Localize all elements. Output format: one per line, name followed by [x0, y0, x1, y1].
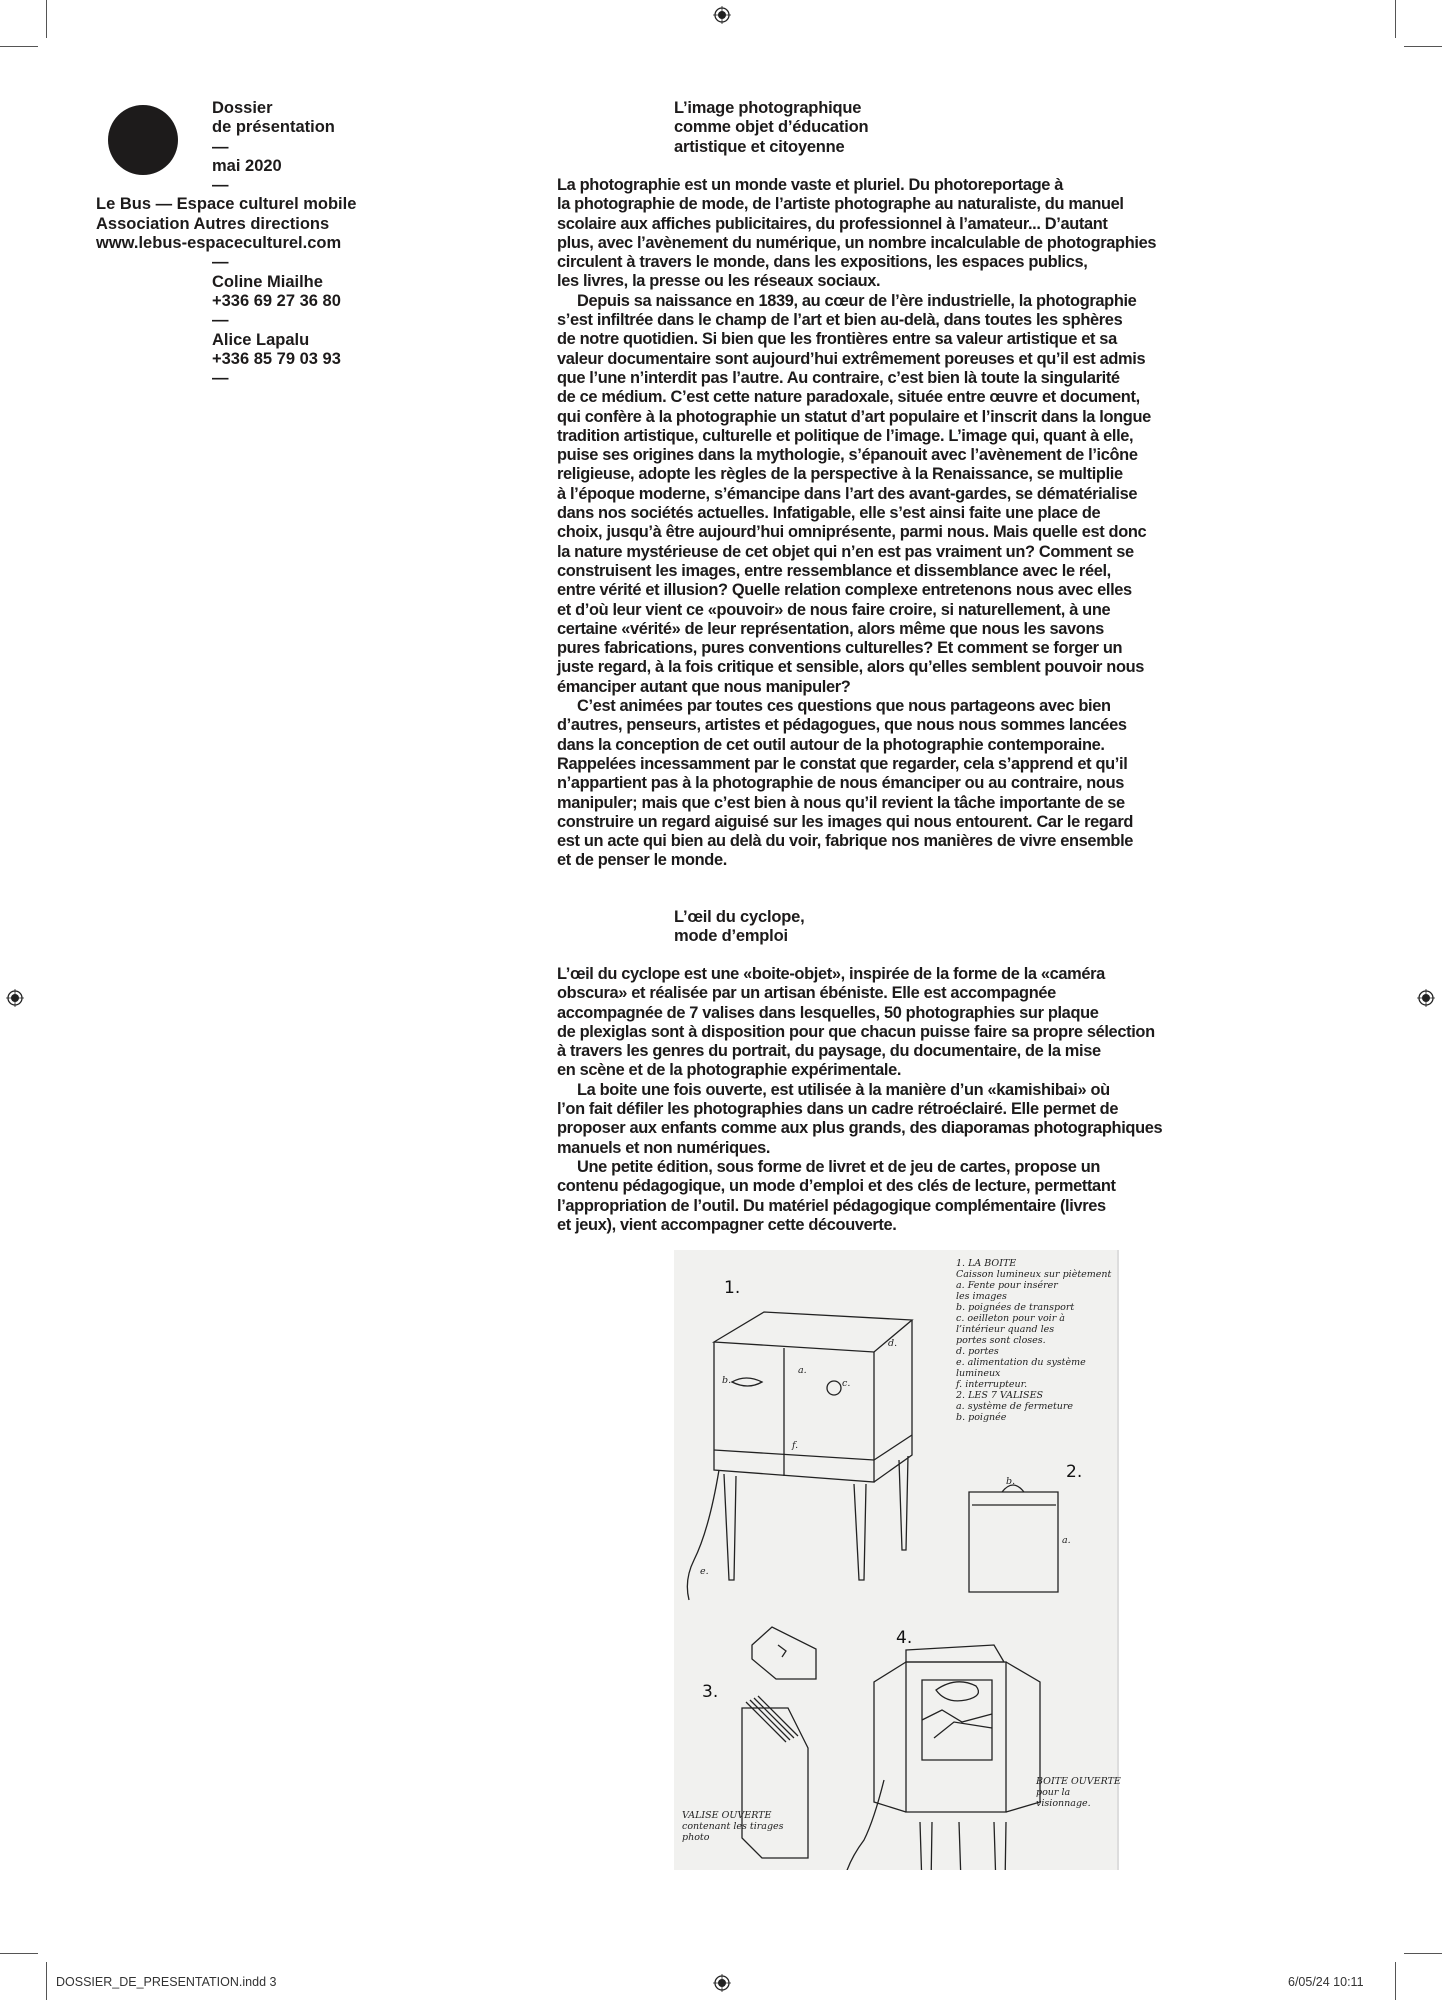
sketch-label: e. — [700, 1566, 709, 1577]
sketch-label: d. — [888, 1338, 898, 1349]
text-line: scolaire aux affiches publicitaires, du professionnel à l’amateur... D’autant — [557, 214, 1108, 233]
header-info — [96, 99, 356, 388]
text-line: — — [212, 369, 229, 388]
text-line: juste regard, à la fois critique et sensible, alors qu’elles semblent pouvoir nous — [557, 658, 1145, 677]
crop-mark — [1404, 1953, 1442, 1954]
text-line: l’on fait défiler les photographies dans un cadre rétroéclairé. Elle permet de — [557, 1100, 1119, 1119]
text-line: construisent les images, entre ressemblance et dissemblance avec le réel, — [557, 561, 1111, 580]
paragraph — [557, 292, 1156, 697]
text-line: www.lebus-espaceculturel.com — [96, 234, 342, 253]
text-line: pures fabrications, pures conventions culturelles? Et comment se forger un — [557, 639, 1123, 658]
text-line: 1. LA BOITE — [956, 1258, 1017, 1269]
text-line: c. oeilleton pour voir à — [956, 1313, 1065, 1324]
paragraph — [557, 1158, 1162, 1235]
text-line: tradition artistique, culturelle et politique de l’image. L’image qui, quant à elle, — [557, 426, 1134, 445]
text-line: de plexiglas sont à disposition pour que chacun puisse faire sa propre sélection — [557, 1022, 1155, 1041]
text-line: — — [212, 137, 229, 156]
section-heading — [674, 908, 804, 947]
text-line: certaine «vérité» de leur représentation, alors même que nous les savons — [557, 619, 1104, 638]
text-line: La boite une fois ouverte, est utilisée à la manière d’un «kamishibai» où — [577, 1080, 1110, 1099]
text-line: Alice Lapalu — [212, 330, 310, 349]
section-body — [557, 965, 1162, 1235]
text-line: photo — [682, 1832, 710, 1843]
text-line: et d’où leur vient ce «pouvoir» de nous faire croire, si naturellement, à une — [557, 600, 1111, 619]
crop-mark — [0, 46, 38, 47]
sketch-caption-valise — [682, 1810, 784, 1843]
section-heading — [674, 99, 868, 157]
crop-mark — [46, 1962, 47, 2000]
text-line: C’est animées par toutes ces questions que nous partageons avec bien — [577, 697, 1111, 716]
text-line: valeur documentaire sont aujourd’hui extrêmement poreuses et qu’il est admis — [557, 349, 1146, 368]
text-line: de présentation — [212, 118, 335, 137]
sketch-caption-boite — [1036, 1776, 1121, 1809]
text-line: obscura» et réalisée par un artisan ébéniste. Elle est accompagnée — [557, 984, 1056, 1003]
crop-mark — [0, 1953, 38, 1954]
text-line: construire un regard aiguisé sur les images qui nous entourent. Car le regard — [557, 812, 1134, 831]
crop-mark — [46, 0, 47, 38]
sketch-number: 1. — [724, 1278, 741, 1298]
text-line: L’image photographique — [674, 99, 862, 117]
text-line: — — [212, 253, 229, 272]
text-line: accompagnée de 7 valises dans lesquelles, 50 photographies sur plaque — [557, 1003, 1099, 1022]
text-line: pour la — [1036, 1787, 1071, 1798]
text-line: émanciper autant que nous manipuler? — [557, 677, 851, 696]
text-line: que l’une n’interdit pas l’autre. Au contraire, c’est bien là toute la singularité — [557, 368, 1120, 387]
text-line: à travers les genres du portrait, du paysage, du documentaire, de la mise — [557, 1042, 1101, 1061]
text-line: — — [212, 176, 229, 195]
text-line: dans la conception de cet outil autour de la photographie contemporaine. — [557, 735, 1105, 754]
text-line: mode d’emploi — [674, 927, 788, 946]
sketch-number: 3. — [702, 1682, 719, 1702]
text-line: L’œil du cyclope, — [674, 908, 805, 926]
text-line: d’autres, penseurs, artistes et pédagogues, que nous nous sommes lancées — [557, 716, 1127, 735]
text-line: a. système de fermeture — [956, 1401, 1074, 1412]
text-line: 2. LES 7 VALISES — [956, 1390, 1044, 1401]
text-line: n’appartient pas à la photographie de nous émanciper ou au contraire, nous — [557, 774, 1124, 793]
text-line: et jeux), vient accompagner cette découverte. — [557, 1215, 897, 1234]
text-line: +336 69 27 36 80 — [212, 291, 341, 310]
text-line: Coline Miailhe — [212, 272, 323, 291]
paragraph — [557, 1081, 1162, 1158]
text-line: Rappelées incessamment par le constat que regarder, cela s’apprend et qu’il — [557, 754, 1128, 773]
text-line: en scène et de la photographie expérimentale. — [557, 1061, 902, 1080]
text-line: est un acte qui bien au delà du voir, fabrique nos manières de vivre ensemble — [557, 832, 1134, 851]
text-line: b. poignées de transport — [956, 1302, 1075, 1313]
text-line: les livres, la presse ou les réseaux sociaux. — [557, 272, 881, 291]
text-line: puise ses origines dans la mythologie, s’épanouit avec l’avènement de l’icône — [557, 446, 1138, 465]
text-line: de ce médium. C’est cette nature paradoxale, située entre œuvre et document, — [557, 388, 1140, 407]
text-line: s’est infiltrée dans le champ de l’art et bien au-delà, dans toutes les sphères — [557, 311, 1123, 330]
text-line: l’intérieur quand les — [956, 1324, 1055, 1335]
organization-info — [96, 195, 356, 253]
text-line: Association Autres directions — [96, 214, 330, 233]
technical-sketch — [674, 1250, 1119, 1870]
text-line: entre vérité et illusion? Quelle relation complexe entretenons nous avec elles — [557, 581, 1132, 600]
paragraph — [557, 176, 1156, 292]
sketch-label: a. — [798, 1365, 807, 1376]
registration-mark-icon — [1417, 989, 1435, 1007]
text-line: de notre quotidien. Si bien que les frontières entre sa valeur artistique et sa — [557, 330, 1117, 349]
registration-mark-icon — [713, 1974, 731, 1992]
sketch-number: 4. — [896, 1628, 913, 1648]
text-line: Le Bus — Espace culturel mobile — [96, 195, 357, 214]
text-line: contenu pédagogique, un mode d’emploi et des clés de lecture, permettant — [557, 1177, 1116, 1196]
text-line: +336 85 79 03 93 — [212, 349, 341, 368]
paragraph — [557, 965, 1162, 1081]
text-line: manipuler; mais que c’est bien à nous qu’il revient la tâche importante de se — [557, 793, 1125, 812]
sketch-notes — [956, 1258, 1111, 1423]
text-line: circulent à travers le monde, dans les expositions, les espaces publics, — [557, 253, 1088, 272]
contacts — [96, 253, 356, 388]
text-line: comme objet d’éducation — [674, 118, 869, 137]
text-line: portes sont closes. — [956, 1335, 1046, 1346]
text-line: l’appropriation de l’outil. Du matériel pédagogique complémentaire (livres — [557, 1196, 1106, 1215]
crop-mark — [1395, 0, 1396, 38]
registration-mark-icon — [6, 989, 24, 1007]
text-line: la photographie de mode, de l’artiste photographe au naturaliste, du manuel — [557, 195, 1124, 214]
text-line: choix, jusqu’à être aujourd’hui omniprésente, parmi nous. Mais quelle est donc — [557, 523, 1147, 542]
text-line: a. Fente pour insérer — [956, 1280, 1058, 1291]
text-line: BOITE OUVERTE — [1036, 1776, 1121, 1787]
text-line: plus, avec l’avènement du numérique, un nombre incalculable de photographies — [557, 233, 1157, 252]
footer-filename: DOSSIER_DE_PRESENTATION.indd 3 — [56, 1975, 277, 1989]
text-line: manuels et non numériques. — [557, 1138, 771, 1157]
crop-mark — [1404, 46, 1442, 47]
text-line: L’œil du cyclope est une «boite-objet», inspirée de la forme de la «caméra — [557, 965, 1105, 983]
sketch-number: 2. — [1066, 1462, 1083, 1482]
sketch-label: b. — [722, 1375, 732, 1386]
text-line: f. interrupteur. — [956, 1379, 1028, 1390]
sketch-label: f. — [792, 1440, 799, 1451]
crop-mark — [1395, 1962, 1396, 2000]
text-line: artistique et citoyenne — [674, 137, 845, 156]
text-line: religieuse, adopte les règles de la perspective à la Renaissance, se multiplie — [557, 465, 1123, 484]
text-line: qui confère à la photographie un statut d’art populaire et l’inscrit dans la longue — [557, 407, 1151, 426]
text-line: Une petite édition, sous forme de livret et de jeu de cartes, propose un — [577, 1157, 1101, 1176]
text-line: e. alimentation du système — [956, 1357, 1086, 1368]
text-line: mai 2020 — [212, 156, 282, 175]
text-line: — — [212, 311, 229, 330]
text-line: Caisson lumineux sur piètement — [956, 1269, 1112, 1280]
text-line: visionnage. — [1036, 1798, 1091, 1809]
sketch-label: a. — [1062, 1535, 1071, 1546]
text-line: proposer aux enfants comme aux plus grands, des diaporamas photographiques — [557, 1119, 1163, 1138]
text-line: lumineux — [956, 1368, 1001, 1379]
sketch-label: c. — [842, 1378, 851, 1389]
sketch-label: b. — [1006, 1476, 1016, 1487]
registration-mark-icon — [713, 6, 731, 24]
text-line: les images — [956, 1291, 1007, 1302]
document-title — [96, 99, 356, 195]
text-line: à l’époque moderne, s’émancipe dans l’art des avant-gardes, se dématérialise — [557, 484, 1138, 503]
text-line: et de penser le monde. — [557, 851, 727, 870]
paragraph — [557, 697, 1156, 871]
text-line: Dossier — [212, 99, 273, 117]
text-line: b. poignée — [956, 1412, 1007, 1423]
text-line: La photographie est un monde vaste et pluriel. Du photoreportage à — [557, 176, 1064, 194]
text-line: Depuis sa naissance en 1839, au cœur de l’ère industrielle, la photographie — [577, 291, 1137, 310]
text-line: dans nos sociétés actuelles. Infatigable, elle s’est ainsi faite une place de — [557, 504, 1101, 523]
text-line: la nature mystérieuse de cet objet qui n’en est pas vraiment un? Comment se — [557, 542, 1134, 561]
text-line: contenant les tirages — [682, 1821, 784, 1832]
footer-timestamp: 6/05/24 10:11 — [1288, 1975, 1364, 1989]
text-line: VALISE OUVERTE — [682, 1810, 772, 1821]
section-body — [557, 176, 1156, 871]
text-line: d. portes — [956, 1346, 999, 1357]
